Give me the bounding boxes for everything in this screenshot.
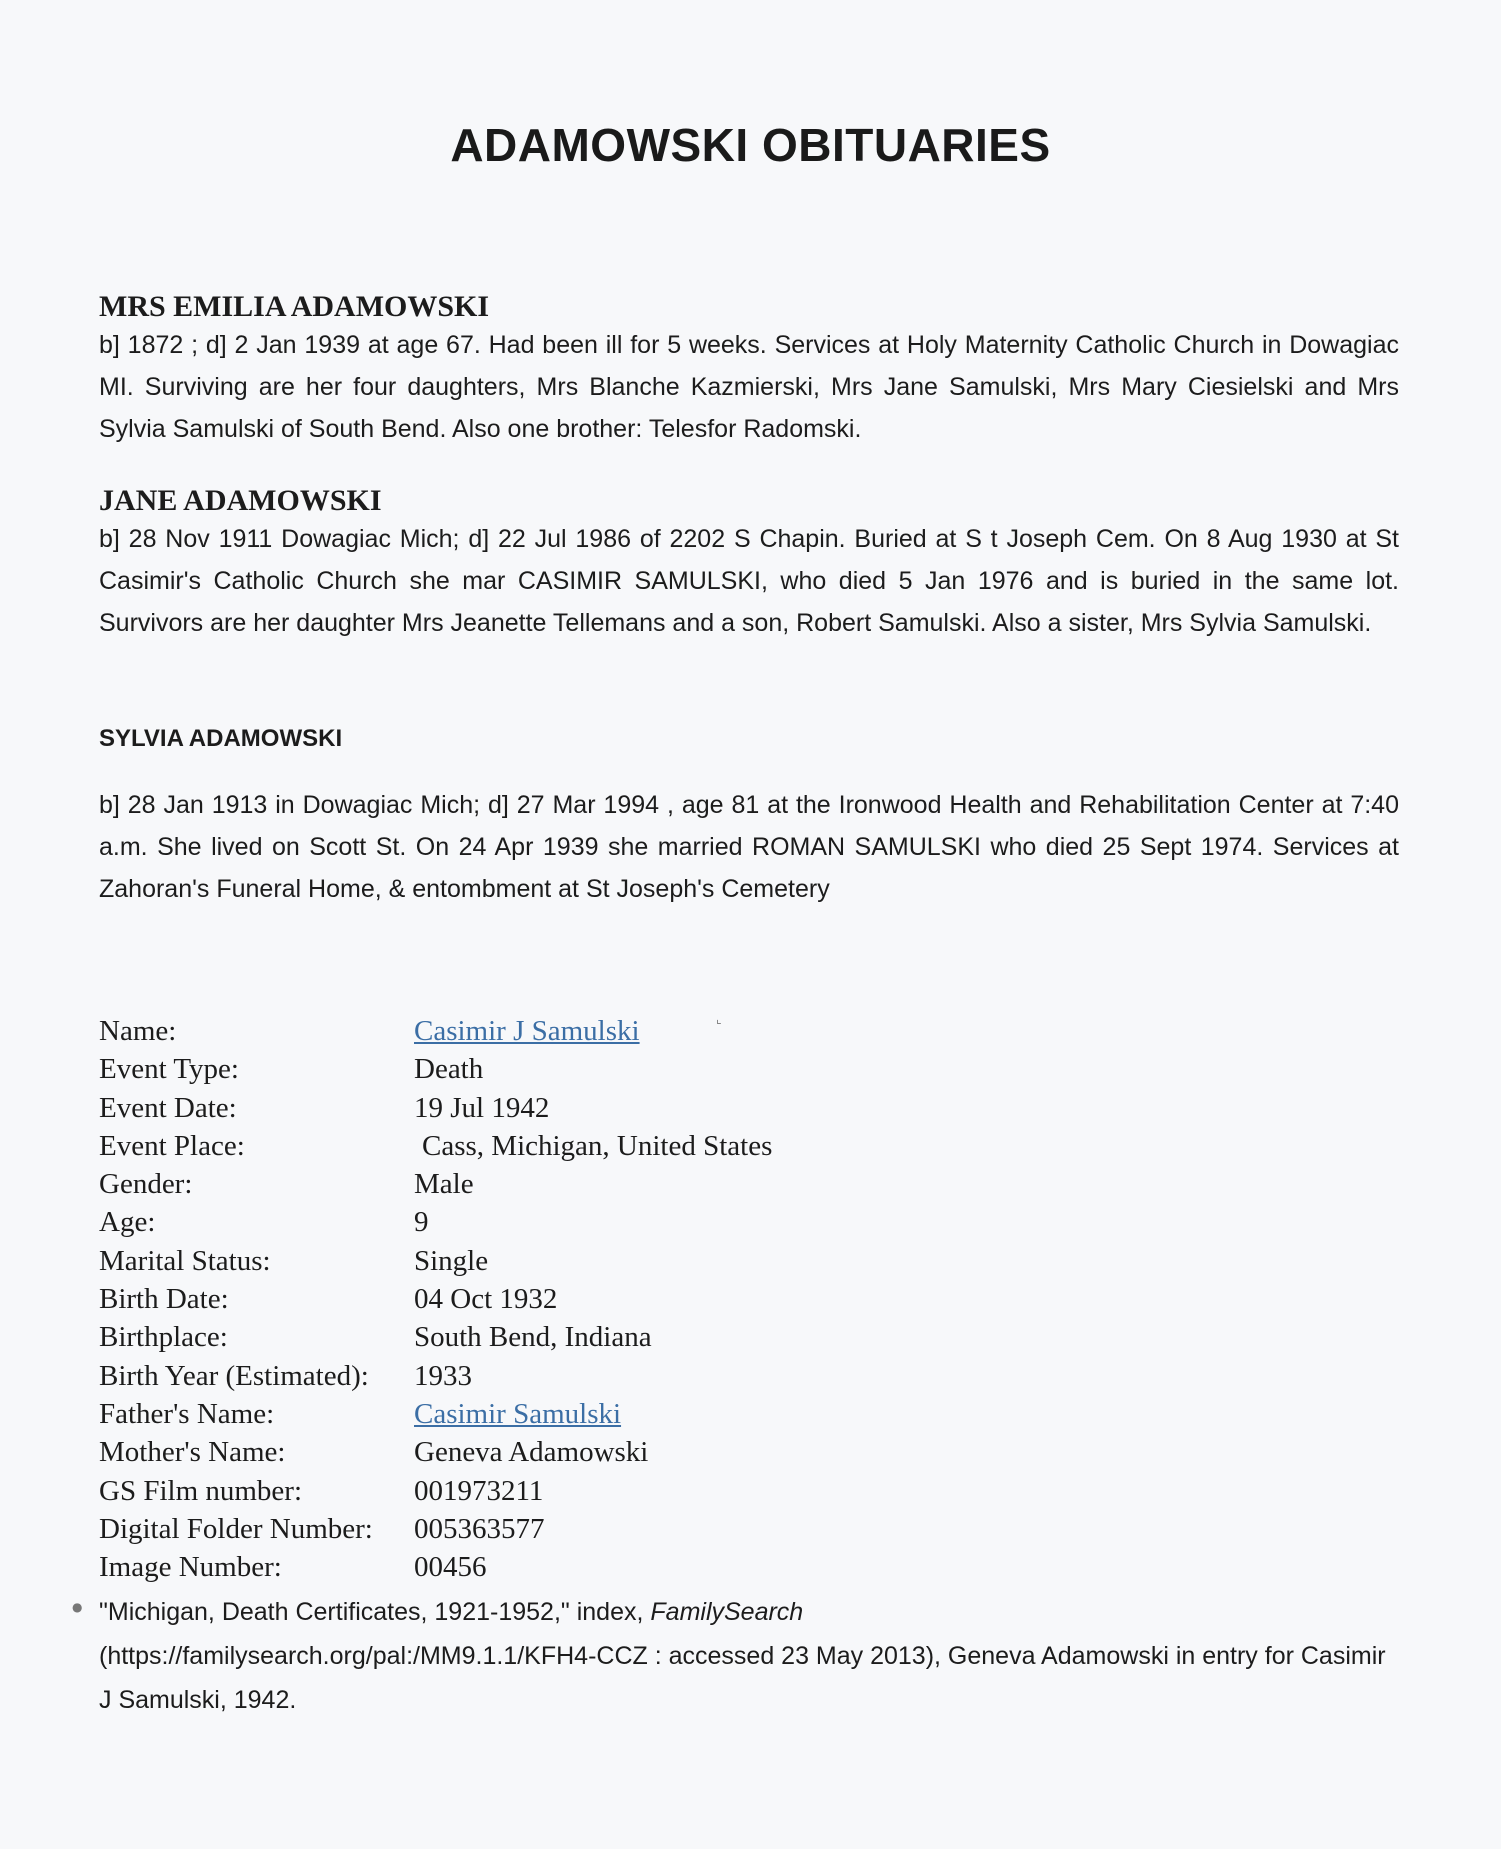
- record-row-folder-number: [99, 1510, 772, 1548]
- obituary-emilia: [99, 290, 1399, 450]
- field-value: 9: [414, 1206, 429, 1239]
- citation-source: FamilySearch: [650, 1598, 804, 1626]
- field-value: 1933: [414, 1359, 472, 1392]
- record-row-age: [99, 1203, 772, 1241]
- field-label: Marital Status:: [99, 1244, 271, 1277]
- field-label: Birth Year (Estimated):: [99, 1359, 369, 1392]
- obituary-heading: MRS EMILIA ADAMOWSKI: [99, 290, 490, 323]
- field-label: GS Film number:: [99, 1474, 303, 1507]
- field-label: Age:: [99, 1206, 156, 1239]
- record-row-event-date: [99, 1089, 772, 1127]
- record-row-name: [99, 1012, 772, 1050]
- field-label: Event Date:: [99, 1091, 237, 1124]
- field-value: 19 Jul 1942: [414, 1091, 550, 1124]
- bullet-mark: ●: [72, 1600, 83, 1614]
- field-value: Geneva Adamowski: [414, 1436, 649, 1469]
- field-value: Death: [414, 1053, 484, 1086]
- page-title: ADAMOWSKI OBITUARIES: [450, 119, 1051, 171]
- name-link[interactable]: Casimir J Samulski: [414, 1015, 640, 1047]
- record-row-father: [99, 1395, 772, 1433]
- obituary-jane: [99, 484, 1399, 644]
- obituary-text: b] 1872 ; d] 2 Jan 1939 at age 67. Had been ill for 5 weeks. Services at Holy Maternity Catholic Church in Dowagiac MI. Surviving are her four daughters, Mrs Blanche Kazmierski, Mrs Jane Samulski, Mrs Mary Ciesielski and Mrs Sylvia Samulski of South Bend. Also one brother: Telesfor Radomski.: [99, 331, 1399, 443]
- obituary-heading: JANE ADAMOWSKI: [99, 484, 382, 517]
- record-row-mother: [99, 1433, 772, 1471]
- record-row-marital-status: [99, 1242, 772, 1280]
- field-label: Digital Folder Number:: [99, 1512, 373, 1545]
- field-label: Birthplace:: [99, 1321, 228, 1354]
- record-row-birth-year: [99, 1357, 772, 1395]
- field-label: Father's Name:: [99, 1397, 275, 1430]
- obituary-heading: SYLVIA ADAMOWSKI: [99, 725, 343, 752]
- death-record: [99, 1012, 772, 1586]
- field-value: Male: [414, 1168, 474, 1201]
- pen-mark: ⌞: [716, 1012, 722, 1026]
- record-row-event-type: [99, 1050, 772, 1088]
- record-row-gender: [99, 1165, 772, 1203]
- field-value: 001973211: [414, 1474, 544, 1507]
- record-row-event-place: [99, 1127, 772, 1165]
- field-label: Name:: [99, 1015, 177, 1047]
- field-value: South Bend, Indiana: [414, 1321, 652, 1354]
- field-value: Cass, Michigan, United States: [422, 1129, 773, 1162]
- obituary-text: b] 28 Nov 1911 Dowagiac Mich; d] 22 Jul 1986 of 2202 S Chapin. Buried at S t Joseph Cem. On 8 Aug 1930 at St Casimir's Catholic Church she mar CASIMIR SAMULSKI, who died 5 Jan 1976 and is buried in the same lot. Survivors are her daughter Mrs Jeanette Tellemans and a son, Robert Samulski. Also a sister, Mrs Sylvia Samulski.: [99, 525, 1399, 637]
- field-label: Gender:: [99, 1168, 193, 1201]
- field-value: 005363577: [414, 1512, 545, 1545]
- field-label: Image Number:: [99, 1551, 282, 1584]
- citation-text: (https://familysearch.org/pal:/MM9.1.1/KFH4-CCZ : accessed 23 May 2013), Geneva Adamowski in entry for Casimir J Samulski, 1942.: [99, 1642, 1386, 1714]
- record-row-film-number: [99, 1472, 772, 1510]
- field-label: Mother's Name:: [99, 1436, 286, 1469]
- field-value: Single: [414, 1244, 489, 1277]
- field-label: Event Place:: [99, 1129, 245, 1162]
- field-value: 04 Oct 1932: [414, 1283, 558, 1316]
- field-label: Event Type:: [99, 1053, 239, 1086]
- source-citation: [99, 1590, 1399, 1722]
- obituary-sylvia: [99, 724, 1399, 910]
- father-name-link[interactable]: Casimir Samulski: [414, 1397, 622, 1430]
- record-row-birth-date: [99, 1280, 772, 1318]
- obituary-text: b] 28 Jan 1913 in Dowagiac Mich; d] 27 Mar 1994 , age 81 at the Ironwood Health and Rehabilitation Center at 7:40 a.m. She lived on Scott St. On 24 Apr 1939 she married ROMAN SAMULSKI who died 25 Sept 1974. Services at Zahoran's Funeral Home, & entombment at St Joseph's Cemetery: [99, 791, 1399, 903]
- record-row-birthplace: [99, 1318, 772, 1356]
- record-row-image-number: [99, 1548, 772, 1586]
- citation-text: "Michigan, Death Certificates, 1921-1952," index,: [99, 1598, 651, 1626]
- field-value: 00456: [414, 1551, 487, 1584]
- field-label: Birth Date:: [99, 1283, 229, 1316]
